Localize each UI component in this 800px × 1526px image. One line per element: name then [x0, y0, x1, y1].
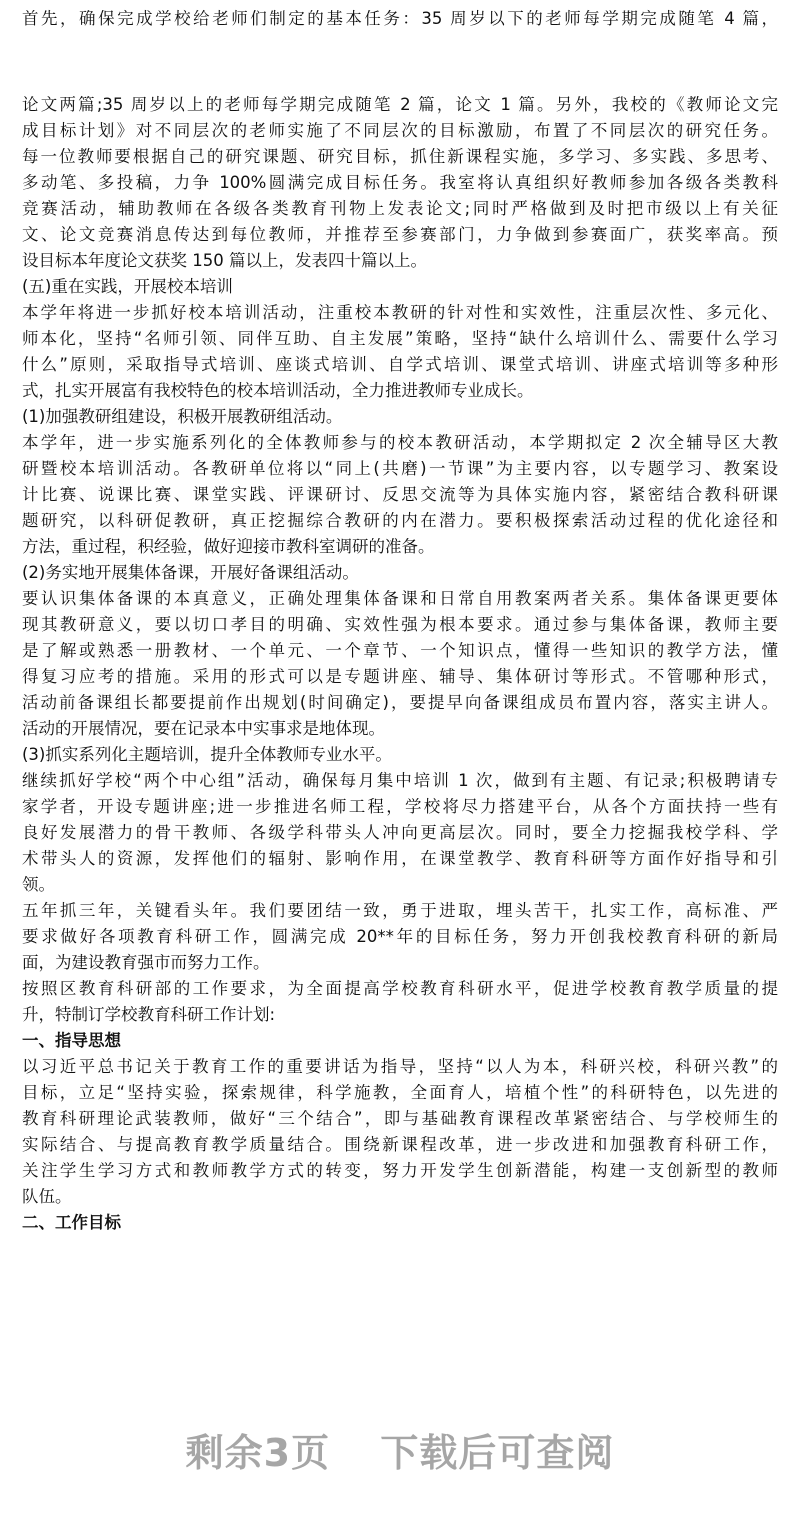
text-line: 要求做好各项教育科研工作，圆满完成 20**年的目标任务，努力开创我校教育科研的新局: [22, 927, 778, 946]
text-line: 竞赛活动，辅助教师在各级各类教育刊物上发表论文;同时严格做到及时把市级以上有关征: [22, 199, 778, 218]
section-heading: 一、指导思想: [22, 1031, 121, 1050]
text-line: (1)加强教研组建设，积极开展教研组活动。: [22, 407, 343, 426]
remaining-pages-label: 剩余3页: [185, 1431, 331, 1475]
text-line: 本学年将进一步抓好校本培训活动，注重校本教研的针对性和实效性，注重层次性、多元化、: [22, 303, 778, 322]
text-line: 升，特制订学校教育科研工作计划:: [22, 1005, 276, 1024]
text-line: 设目标本年度论文获奖 150 篇以上，发表四十篇以上。: [22, 251, 427, 270]
text-line: 面，为建设教育强市而努力工作。: [22, 953, 270, 972]
text-line: 目标，立足“坚持实验，探索规律，科学施教，全面育人，培植个性”的科研特色，以先进的: [22, 1083, 778, 1102]
text-line: 以习近平总书记关于教育工作的重要讲话为指导，坚持“以人为本，科研兴校，科研兴教”的: [22, 1057, 778, 1076]
text-line: 师本化，坚持“名师引领、同伴互助、自主发展”策略，坚持“缺什么培训什么、需要什么学习: [22, 329, 778, 348]
text-line: (2)务实地开展集体备课，开展好备课组活动。: [22, 563, 359, 582]
text-line: 研暨校本培训活动。各教研单位将以“同上(共磨)一节课”为主要内容，以专题学习、教案设: [22, 459, 778, 478]
text-line: 现其教研意义，要以切口孝目的明确、实效性强为根本要求。通过参与集体备课，教师主要: [22, 615, 778, 634]
text-line: 队伍。: [22, 1187, 72, 1206]
text-line: 每一位教师要根据自己的研究课题、研究目标，抓住新课程实施，多学习、多实践、多思考、: [22, 147, 778, 166]
document-body: [22, 6, 778, 1236]
text-line: 论文两篇;35 周岁以上的老师每学期完成随笔 2 篇，论文 1 篇。另外，我校的《教师论文完: [22, 95, 778, 114]
text-line: 五年抓三年，关键看头年。我们要团结一致，勇于进取，埋头苦干，扎实工作，高标准、严: [22, 901, 778, 920]
text-line: 活动的开展情况，要在记录本中实事求是地体现。: [22, 719, 385, 738]
download-to-view-label[interactable]: 下载后可查阅: [380, 1431, 615, 1475]
text-line: 题研究，以科研促教研，真正挖掘综合教研的内在潜力。要积极探索活动过程的优化途径和: [22, 511, 778, 530]
text-line: 领。: [22, 875, 55, 894]
text-line: 得复习应考的措施。采用的形式可以是专题讲座、辅导、集体研讨等形式。不管哪种形式，: [22, 667, 778, 686]
page-gap: [22, 32, 778, 92]
text-line: 活动前备课组长都要提前作出规划(时间确定)，要提早向备课组成员布置内容，落实主讲人。: [22, 693, 778, 712]
text-line: (五)重在实践，开展校本培训: [22, 277, 233, 296]
text-line: 实际结合、与提高教育教学质量结合。围绕新课程改革，进一步改进和加强教育科研工作，: [22, 1135, 778, 1154]
text-line: 多动笔、多投稿，力争 100%圆满完成目标任务。我室将认真组织好教师参加各级各类教科: [22, 173, 778, 192]
text-line: 什么”原则，采取指导式培训、座谈式培训、自学式培训、课堂式培训、讲座式培训等多种形: [22, 355, 778, 374]
text-line: (3)抓实系列化主题培训，提升全体教师专业水平。: [22, 745, 392, 764]
text-line: 术带头人的资源，发挥他们的辐射、影响作用，在课堂教学、教育科研等方面作好指导和引: [22, 849, 778, 868]
section-heading: 二、工作目标: [22, 1213, 121, 1232]
text-line: 方法，重过程，积经验，做好迎接市教科室调研的准备。: [22, 537, 435, 556]
text-line: 关注学生学习方式和教师教学方式的转变，努力开发学生创新潜能，构建一支创新型的教师: [22, 1161, 778, 1180]
text-line: 首先，确保完成学校给老师们制定的基本任务：35 周岁以下的老师每学期完成随笔 4 篇，: [22, 9, 778, 28]
text-line: 计比赛、说课比赛、课堂实践、评课研讨、反思交流等为具体实施内容，紧密结合教科研课: [22, 485, 778, 504]
text-line: 本学年，进一步实施系列化的全体教师参与的校本教研活动，本学期拟定 2 次全辅导区大教: [22, 433, 778, 452]
text-line: 文、论文竞赛消息传达到每位教师，并推荐至参赛部门，力争做到参赛面广，获奖率高。预: [22, 225, 778, 244]
text-line: 按照区教育科研部的工作要求，为全面提高学校教育科研水平，促进学校教育教学质量的提: [22, 979, 778, 998]
text-line: 成目标计划》对不同层次的老师实施了不同层次的目标激励，布置了不同层次的研究任务。: [22, 121, 778, 140]
download-prompt[interactable]: [0, 1422, 800, 1477]
text-line: 式，扎实开展富有我校特色的校本培训活动，全力推进教师专业成长。: [22, 381, 534, 400]
text-line: 教育科研理论武装教师，做好“三个结合”，即与基础教育课程改革紧密结合、与学校师生的: [22, 1109, 778, 1128]
text-line: 要认识集体备课的本真意义，正确处理集体备课和日常自用教案两者关系。集体备课更要体: [22, 589, 778, 608]
text-line: 继续抓好学校“两个中心组”活动，确保每月集中培训 1 次，做到有主题、有记录;积极聘请专: [22, 771, 778, 790]
text-line: 是了解或熟悉一册教材、一个单元、一个章节、一个知识点，懂得一些知识的教学方法，懂: [22, 641, 778, 660]
text-line: 良好发展潜力的骨干教师、各级学科带头人冲向更高层次。同时，要全力挖掘我校学科、学: [22, 823, 778, 842]
text-line: 家学者，开设专题讲座;进一步推进名师工程，学校将尽力搭建平台，从各个方面扶持一些有: [22, 797, 778, 816]
